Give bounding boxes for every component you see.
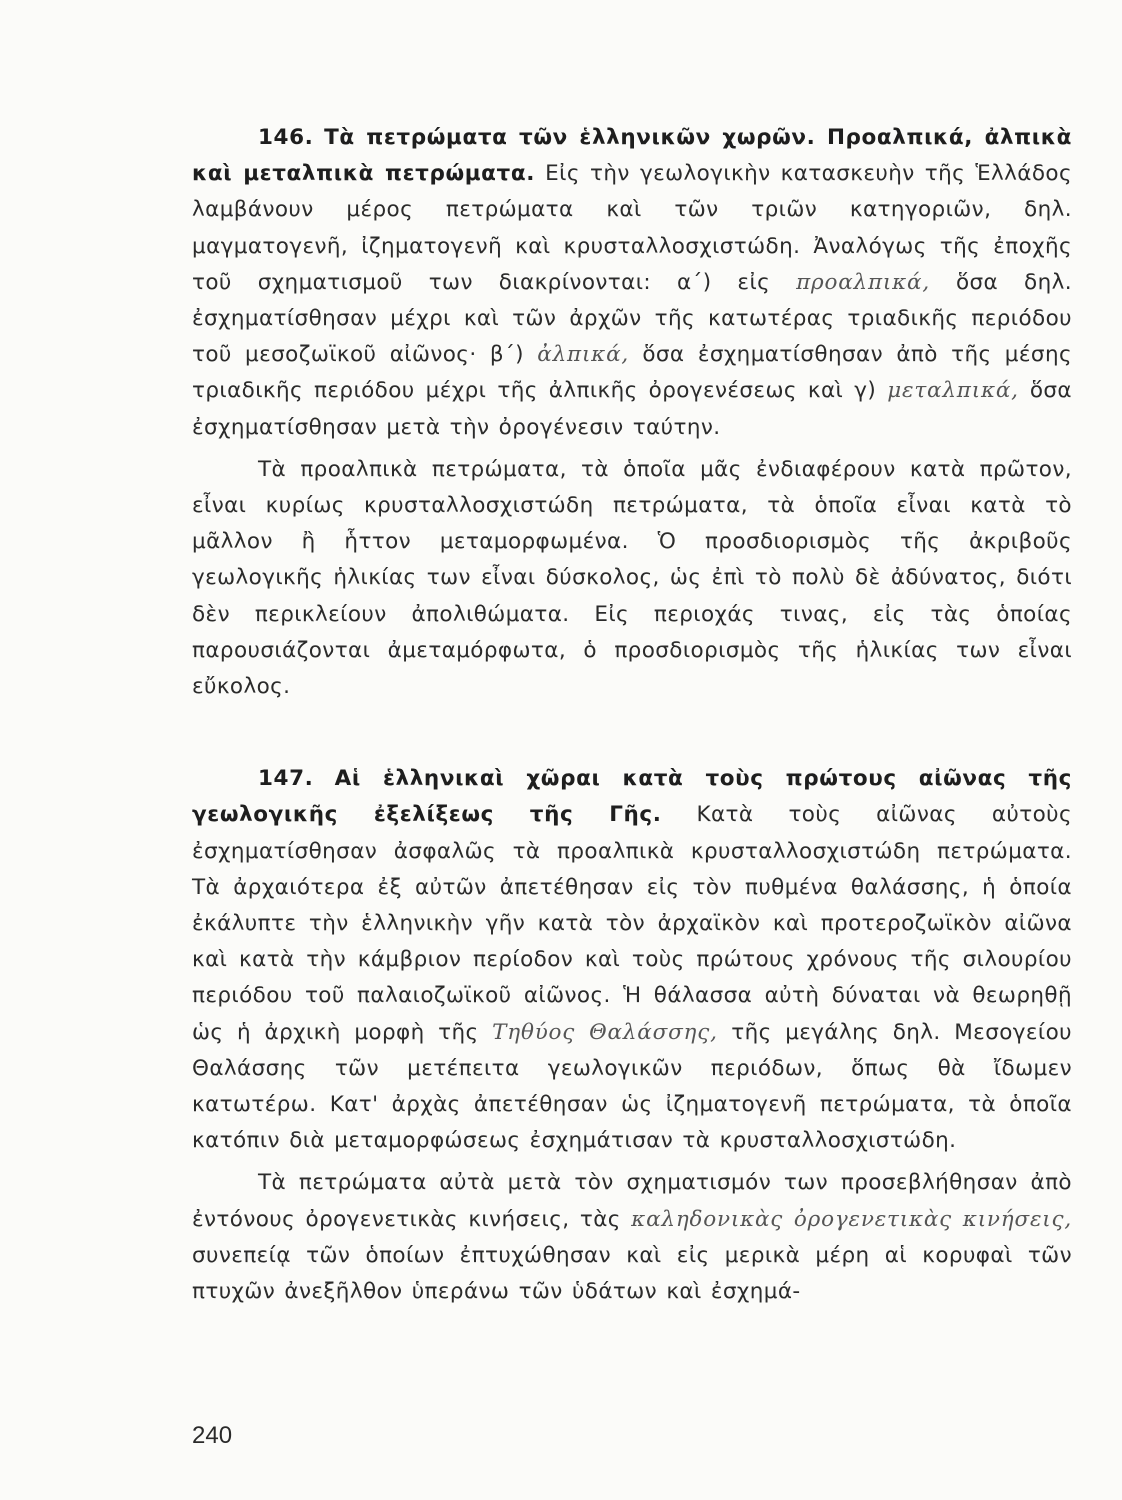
section-147-p2-text-a: Τὰ πετρώματα αὐτὰ μετὰ τὸν σχηματισμόν των προσεβλήθησαν ἀπὸ ἐντόνους ὀρογενετικὰς κινήσεις, τὰς: [192, 1170, 1072, 1232]
term-alpika: ἀλπικά,: [537, 342, 630, 368]
section-147-number: 147.: [258, 766, 314, 792]
section-146: [192, 120, 1072, 705]
term-proalpika: προαλπικά,: [796, 269, 930, 295]
section-147-paragraph-2: [192, 1165, 1072, 1310]
section-146-text-c: ὅσα ἐσχηματίσθησαν ἀπὸ τῆς μέσης τριαδικῆς περιόδου μέχρι τῆς ἀλπικῆς ὀρογενέσεως καὶ γ): [192, 342, 1072, 404]
section-146-text-a: Εἰς τὴν γεωλογικὴν κατασκευὴν τῆς Ἑλλάδος λαμβάνουν μέρος πετρώματα καὶ τῶν τριῶν κατηγοριῶν, δηλ. μαγματογενῆ, ἰζηματογενῆ καὶ κρυσταλλοσχιστώδη. Ἀναλόγως τῆς ἐποχῆς τοῦ σχηματισμοῦ των διακρίνονται: α΄) εἰς: [192, 161, 1073, 295]
section-146-number: 146.: [258, 125, 314, 150]
section-147-text-b: τῆς μεγάλης δηλ. Μεσογείου Θαλάσσης τῶν μετέπειτα γεωλογικῶν περιόδων, ὅπως θὰ ἴδωμεν κατωτέρω. Κατ' ἀρχὰς ἀπετέθησαν ὡς ἰζηματογενῆ πετρώματα, τὰ ὁποῖα κατόπιν διὰ μεταμορφώσεως ἐσχημάτισαν τὰ κρυσταλλοσχιστώδη.: [192, 1019, 1072, 1154]
section-146-paragraph-1: [192, 120, 1072, 446]
term-caledonian-movements: καληδονικὰς ὀρογενετικὰς κινήσεις,: [631, 1206, 1072, 1232]
term-metalpika: μεταλπικά,: [887, 378, 1019, 404]
section-147-title: Αἱ ἑλληνικαὶ χῶραι κατὰ τοὺς πρώτους αἰῶνας τῆς γεωλογικῆς ἐξελίξεως τῆς Γῆς.: [192, 766, 1072, 828]
section-147: [192, 761, 1072, 1310]
section-146-text-d: ὅσα ἐσχηματίσθησαν μετὰ τὴν ὀρογένεσιν ταύτην.: [192, 378, 1072, 440]
page-body: [192, 120, 1072, 1310]
section-146-title: Τὰ πετρώματα τῶν ἑλληνικῶν χωρῶν. Προαλπικά, ἀλπικὰ καὶ μεταλπικὰ πετρώματα.: [192, 125, 1072, 187]
term-tethys-sea: Τηθύος Θαλάσσης,: [492, 1019, 718, 1045]
section-146-text-b: ὅσα δηλ. ἐσχηματίσθησαν μέχρι καὶ τῶν ἀρχῶν τῆς κατωτέρας τριαδικῆς περιόδου τοῦ μεσοζωϊκοῦ αἰῶνος· β΄): [192, 269, 1072, 368]
section-147-p2-text-b: συνεπείᾳ τῶν ὁποίων ἐπτυχώθησαν καὶ εἰς μερικὰ μέρη αἱ κορυφαὶ τῶν πτυχῶν ἀνεξῆλθον ὑπεράνω τῶν ὑδάτων καὶ ἐσχημά-: [192, 1242, 1072, 1305]
section-146-paragraph-2: Τὰ προαλπικὰ πετρώματα, τὰ ὁποῖα μᾶς ἐνδιαφέρουν κατὰ πρῶτον, εἶναι κυρίως κρυσταλλοσχιστώδη πετρώματα, τὰ ὁποῖα εἶναι κατὰ τὸ μᾶλλον ἢ ἧττον μεταμορφωμένα. Ὁ προσδιορισμὸς τῆς ἀκριβοῦς γεωλογικῆς ἡλικίας των εἶναι δύσκολος, ὡς ἐπὶ τὸ πολὺ δὲ ἀδύνατος, διότι δὲν περικλείουν ἀπολιθώματα. Εἰς περιοχάς τινας, εἰς τὰς ὁποίας παρουσιάζονται ἀμεταμόρφωτα, ὁ προσδιορισμὸς τῆς ἡλικίας των εἶναι εὔκολος.: [192, 456, 1072, 700]
section-147-paragraph-1: [192, 761, 1072, 1159]
section-147-text-a: Κατὰ τοὺς αἰῶνας αὐτοὺς ἐσχηματίσθησαν ἀσφαλῶς τὰ προαλπικὰ κρυσταλλοσχιστώδη πετρώματα. Τὰ ἀρχαιότερα ἐξ αὐτῶν ἀπετέθησαν εἰς τὸν πυθμένα θαλάσσης, ἡ ὁποία ἐκάλυπτε τὴν ἑλληνικὴν γῆν κατὰ τὸν ἀρχαϊκὸν καὶ προτεροζωϊκὸν αἰῶνα καὶ κατὰ τὴν κάμβριον περίοδον καὶ τοὺς πρώτους χρόνους τῆς σιλουρίου περιόδου τοῦ παλαιοζωϊκοῦ αἰῶνος. Ἡ θάλασσα αὐτὴ δύναται νὰ θεωρηθῇ ὡς ἡ ἀρχικὴ μορφὴ τῆς: [192, 802, 1072, 1045]
page-number: 240: [192, 1422, 233, 1449]
